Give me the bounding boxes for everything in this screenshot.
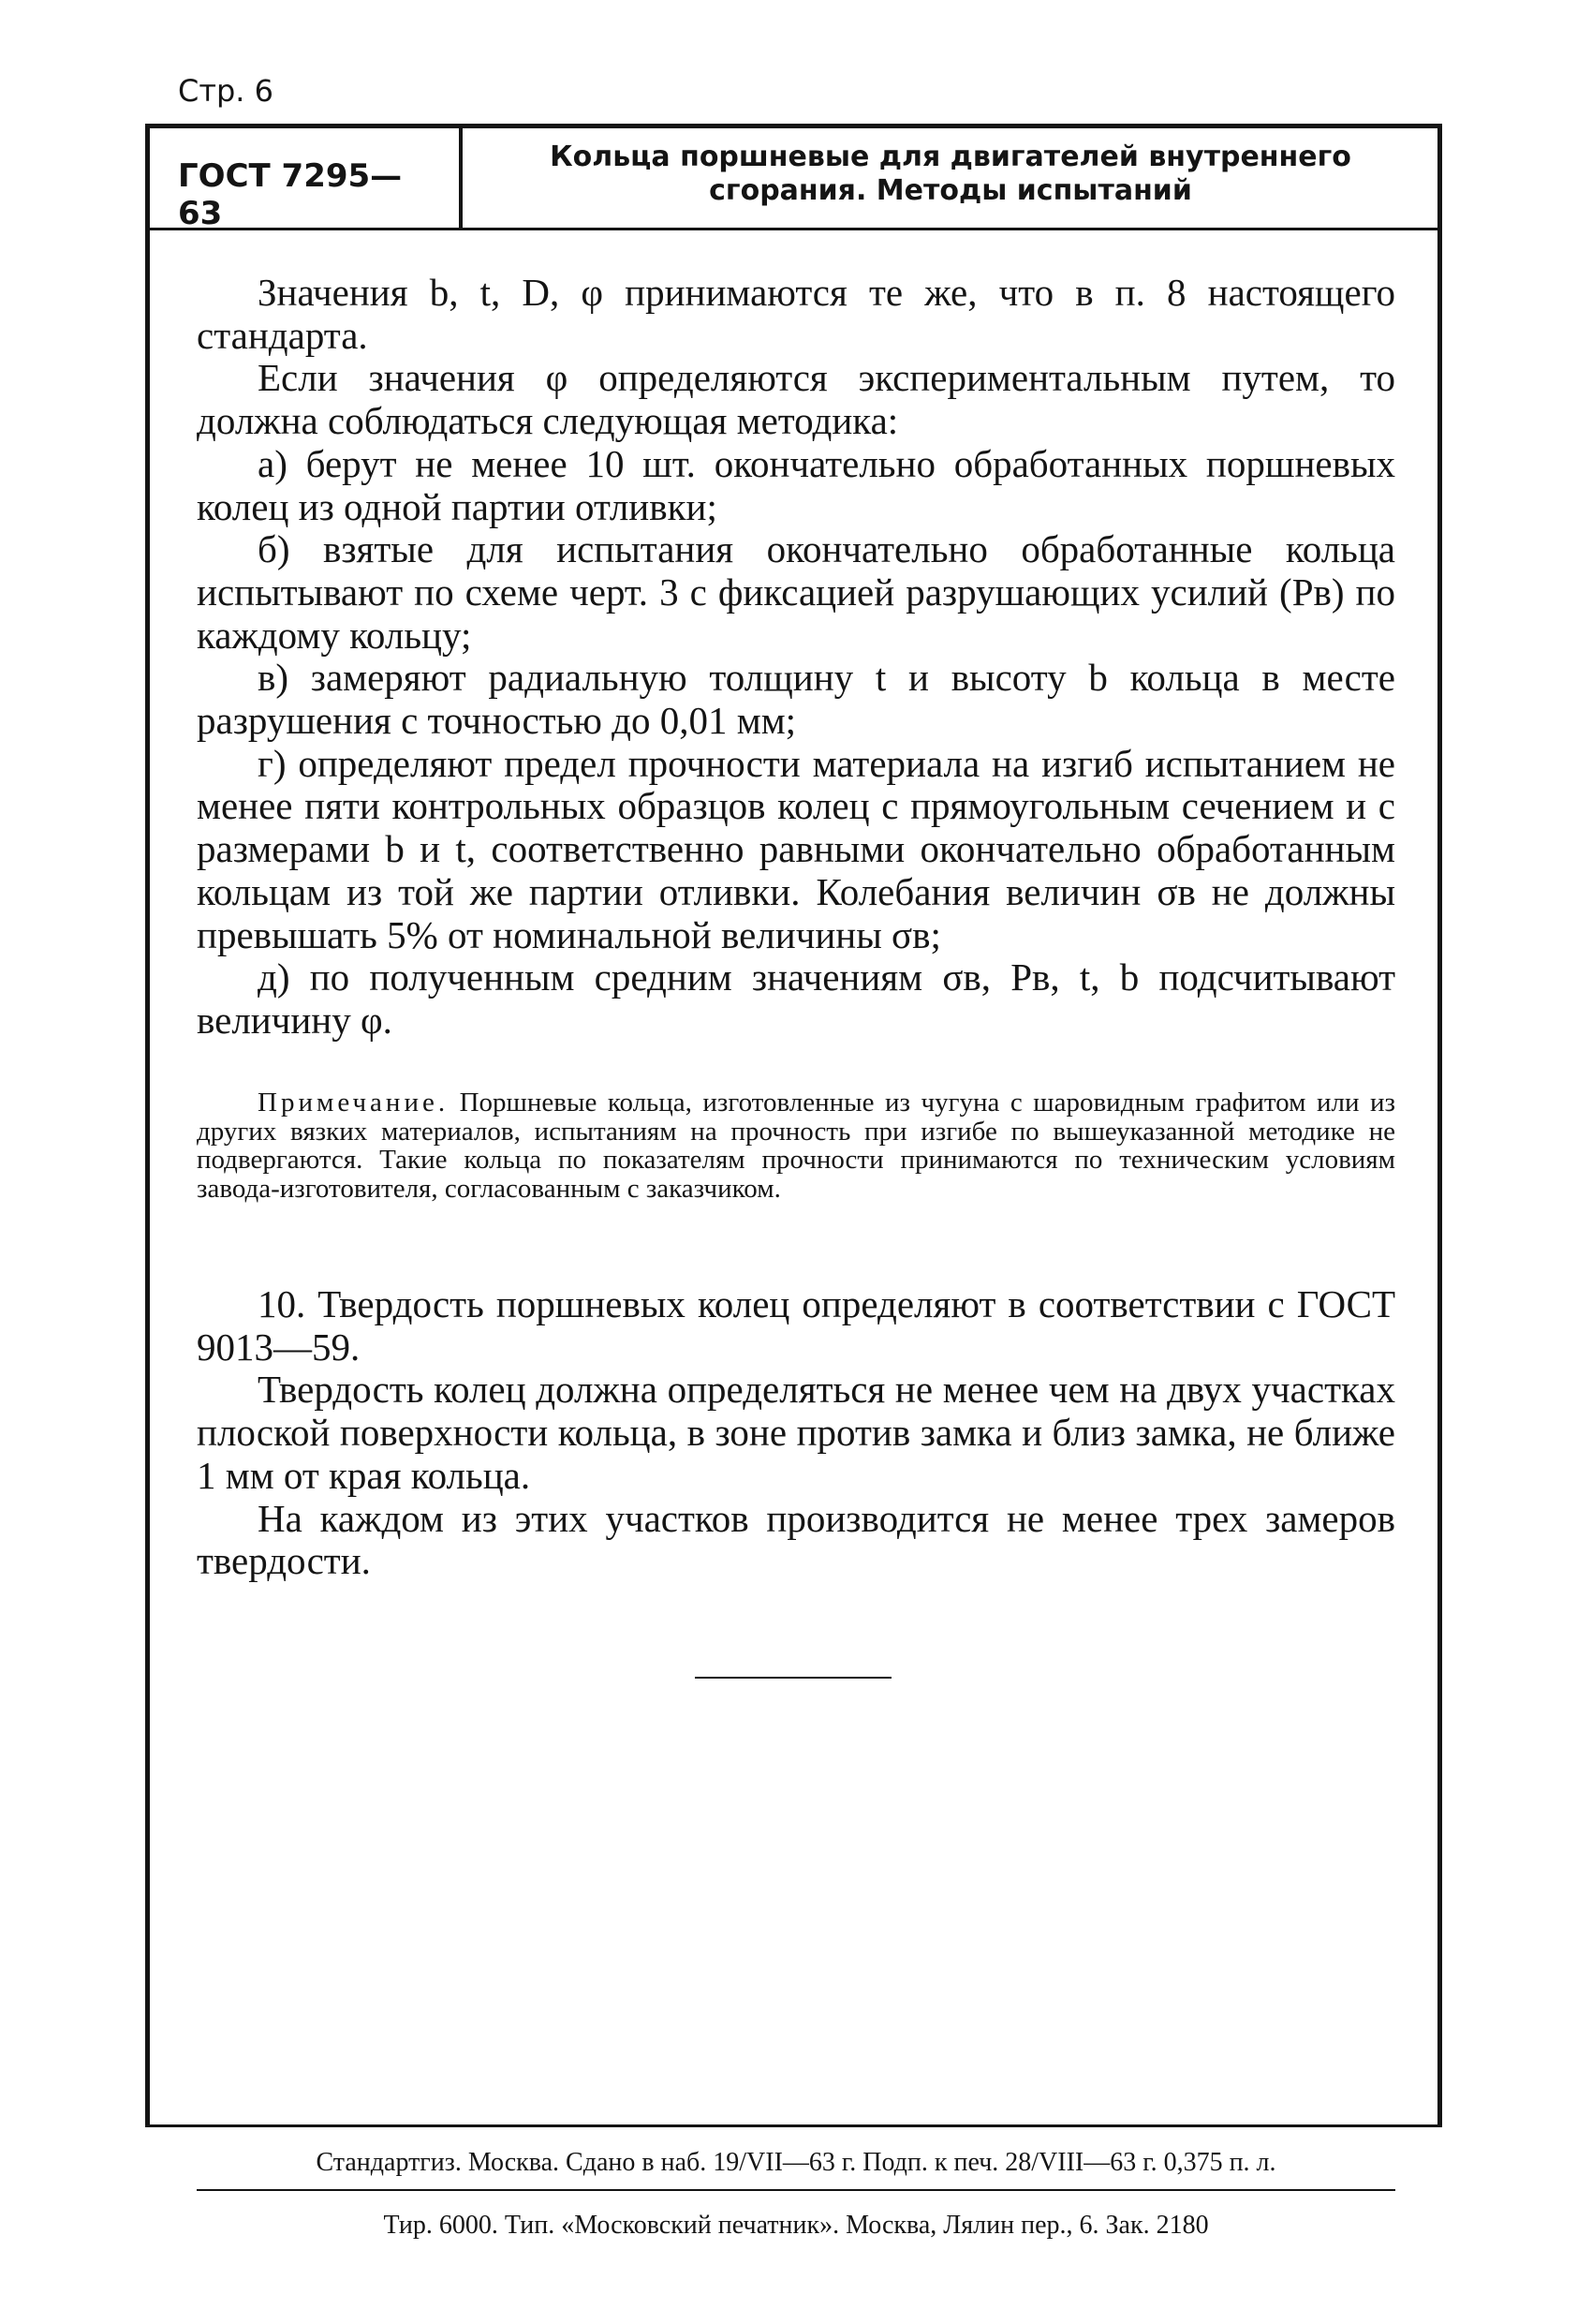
paragraph: Твердость колец должна определяться не менее чем на двух участках плоской поверхности кольца, в зоне против замка и близ замка, не ближе 1 мм от края кольца. [197, 1368, 1395, 1497]
list-item-b: б) взятые для испытания окончательно обработанные кольца испытывают по схеме черт. 3 с фиксацией разрушающих усилий (Pв) по каждому кольцу; [197, 527, 1395, 657]
imprint-line-1: Стандартгиз. Москва. Сдано в наб. 19/VII—63 г. Подп. к печ. 28/VIII—63 г. 0,375 п. л. [316, 2148, 1276, 2177]
note [197, 1088, 1395, 1203]
standard-code: ГОСТ 7295—63 [178, 157, 403, 232]
end-rule [695, 1677, 892, 1679]
list-item-a: а) берут не менее 10 шт. окончательно обработанных поршневых колец из одной партии отливки; [197, 441, 1395, 528]
imprint-line-2: Тир. 6000. Тип. «Московский печатник». Москва, Лялин пер., 6. Зак. 2180 [383, 2211, 1209, 2240]
list-item-d: д) по полученным средним значениям σв, Pв, t, b подсчитывают величину φ. [197, 955, 1395, 1042]
list-item-v: в) замеряют радиальную толщину t и высоту b кольца в месте разрушения с точностью до 0,01 мм; [197, 656, 1395, 743]
paragraph: На каждом из этих участков производится не менее трех замеров твердости. [197, 1496, 1395, 1583]
body-text [197, 272, 1395, 1043]
standard-title: Кольца поршневые для двигателей внутреннего сгорания. Методы испытаний [550, 141, 1351, 207]
paragraph: 10. Твердость поршневых колец определяют в соответствии с ГОСТ 9013—59. [197, 1282, 1395, 1369]
imprint-rule [197, 2189, 1395, 2191]
header-divider [459, 128, 463, 228]
frame-bottom [145, 2124, 1442, 2127]
paragraph: Если значения φ определяются экспериментальным путем, то должна соблюдаться следующая методика: [197, 356, 1395, 443]
frame-top [145, 124, 1442, 128]
frame-left [145, 124, 150, 2126]
page-number: Стр. 6 [178, 73, 273, 109]
note-text: Поршневые кольца, изготовленные из чугуна с шаровидным графитом или из других вязких материалов, испытаниям на прочность при изгибе по вышеуказанной методике не подвергаются. Такие кольца по показателям прочности принимаются по техническим условиям завода-изготовителя, согласованным с заказчиком. [197, 1088, 1395, 1204]
note-label: Примечание. [258, 1088, 450, 1118]
section-10 [197, 1283, 1395, 1583]
frame-right [1437, 124, 1442, 2126]
list-item-g: г) определяют предел прочности материала на изгиб испытанием не менее пяти контрольных образцов колец с прямоугольным сечением и с размерами b и t, соответственно равными окончательно обработанным кольцам из той же партии отливки. Колебания величин σв не должны превышать 5% от номинальной величины σв; [197, 741, 1395, 956]
paragraph: Значения b, t, D, φ принимаются те же, что в п. 8 настоящего стандарта. [197, 271, 1395, 357]
